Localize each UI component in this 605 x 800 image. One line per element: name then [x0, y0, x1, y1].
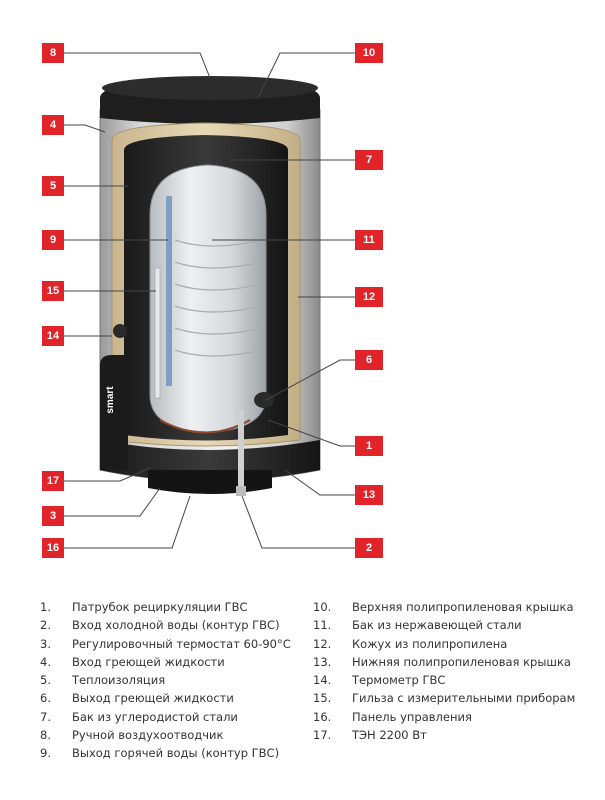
legend-item: 6. Выход греющей жидкости — [40, 691, 234, 706]
marker-1 — [355, 436, 383, 456]
svg-text:7: 7 — [365, 154, 373, 166]
svg-text:15: 15 — [46, 285, 60, 297]
svg-text:8: 8 — [49, 47, 57, 59]
svg-text:1: 1 — [365, 440, 373, 452]
legend-item: 13. Нижняя полипропиленовая крышка — [313, 654, 571, 669]
legend-item: 2. Вход холодной воды (контур ГВС) — [40, 618, 280, 633]
legend-item: 9. Выход горячей воды (контур ГВС) — [40, 746, 280, 761]
legend-item: 17. ТЭН 2200 Вт — [313, 728, 427, 743]
marker-8 — [42, 43, 64, 63]
marker-14 — [42, 326, 64, 346]
legend-item: 14. Термометр ГВС — [313, 673, 446, 688]
legend-left — [40, 598, 291, 763]
legend-item: 11. Бак из нержавеющей стали — [313, 618, 522, 633]
marker-4 — [42, 115, 64, 135]
svg-text:11: 11 — [363, 234, 375, 246]
svg-text:13: 13 — [362, 489, 376, 501]
marker-13 — [355, 485, 383, 505]
svg-text:16: 16 — [46, 542, 60, 554]
svg-text:14: 14 — [46, 330, 60, 342]
svg-text:4: 4 — [49, 119, 57, 131]
marker-2 — [355, 538, 383, 558]
marker-10 — [355, 43, 383, 63]
legend-item: 1. Патрубок рециркуляции ГВС — [40, 600, 248, 614]
legend-item: 12. Кожух из полипропилена — [313, 636, 508, 651]
legend-item: 8. Ручной воздухоотводчик — [40, 728, 224, 743]
marker-7 — [355, 150, 383, 170]
legend-item: 15. Гильза с измерительными приборам — [313, 691, 576, 706]
legend-item: 4. Вход греющей жидкости — [40, 654, 225, 669]
marker-15 — [42, 281, 64, 301]
marker-17 — [42, 471, 64, 491]
marker-12 — [355, 287, 383, 307]
svg-text:10: 10 — [362, 47, 376, 59]
brand-logo-text: smart — [105, 386, 116, 414]
marker-9 — [42, 230, 64, 250]
svg-text:2: 2 — [365, 542, 373, 554]
svg-text:17: 17 — [46, 475, 60, 487]
legend-item: 10. Верхняя полипропиленовая крышка — [313, 600, 574, 614]
legend-item: 7. Бак из углеродистой стали — [40, 709, 238, 724]
marker-11 — [355, 230, 383, 250]
svg-text:9: 9 — [49, 234, 57, 246]
svg-text:6: 6 — [365, 354, 373, 366]
svg-text:12: 12 — [362, 291, 376, 303]
svg-text:5: 5 — [49, 180, 57, 192]
marker-3 — [42, 506, 64, 526]
marker-16 — [42, 538, 64, 558]
legend-item: 5. Теплоизоляция — [40, 673, 166, 688]
marker-6 — [355, 350, 383, 370]
svg-text:3: 3 — [49, 510, 57, 522]
legend-item: 16. Панель управления — [313, 709, 472, 724]
heater-body — [100, 76, 320, 496]
legend-item: 3. Регулировочный термостат 60-90°С — [40, 636, 291, 651]
legend-right — [313, 598, 575, 744]
marker-5 — [42, 176, 64, 196]
